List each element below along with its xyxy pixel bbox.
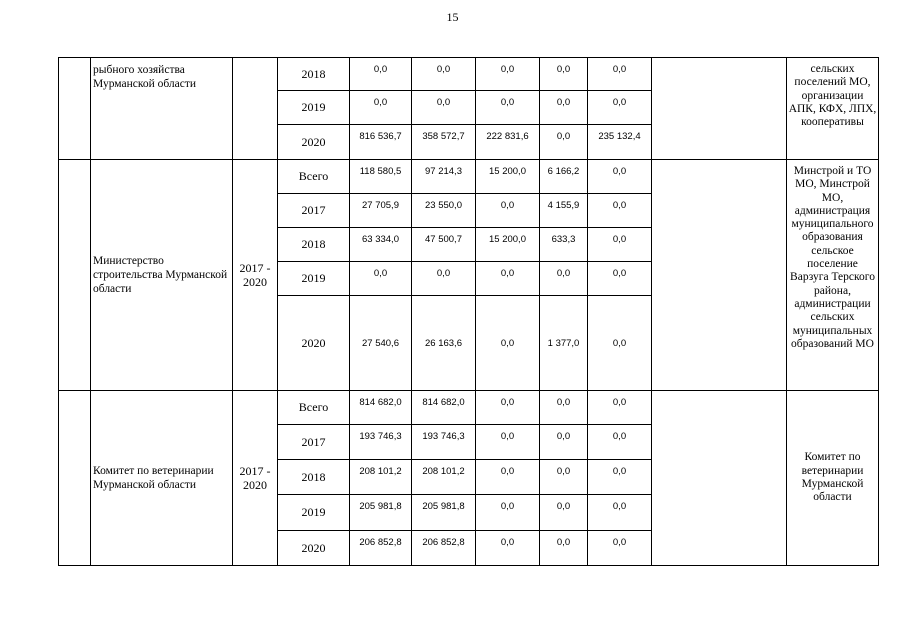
value-cell: 0,0	[540, 391, 588, 425]
year-cell: 2017	[278, 425, 350, 460]
page-number: 15	[446, 10, 459, 24]
value-cell: 0,0	[588, 495, 652, 531]
table-row	[59, 391, 879, 425]
value-cell: 0,0	[476, 495, 540, 531]
value-cell: 0,0	[476, 262, 540, 296]
value-cell: 0,0	[540, 125, 588, 160]
value-cell: 814 682,0	[412, 391, 476, 425]
value-cell: 0,0	[588, 194, 652, 228]
value-cell: 0,0	[350, 262, 412, 296]
row-number-cell	[59, 160, 91, 391]
value-cell: 358 572,7	[412, 125, 476, 160]
value-cell: 222 831,6	[476, 125, 540, 160]
value-cell: 193 746,3	[350, 425, 412, 460]
value-cell: 0,0	[540, 91, 588, 125]
value-cell: 0,0	[540, 425, 588, 460]
year-cell: 2018	[278, 58, 350, 91]
value-cell: 206 852,8	[412, 531, 476, 566]
value-cell: 118 580,5	[350, 160, 412, 194]
blank-cell	[652, 58, 787, 160]
value-cell: 0,0	[540, 531, 588, 566]
executor-cell: сельских поселений МО, организации АПК, КФХ, ЛПХ, кооперативы	[787, 58, 879, 160]
value-cell: 0,0	[476, 391, 540, 425]
year-cell: 2020	[278, 125, 350, 160]
row-number-cell	[59, 58, 91, 160]
value-cell: 0,0	[540, 262, 588, 296]
year-cell: Всего	[278, 160, 350, 194]
value-cell: 0,0	[588, 58, 652, 91]
value-cell: 0,0	[588, 160, 652, 194]
value-cell: 0,0	[588, 391, 652, 425]
value-cell: 206 852,8	[350, 531, 412, 566]
year-cell: 2019	[278, 495, 350, 531]
value-cell: 0,0	[540, 495, 588, 531]
value-cell: 235 132,4	[588, 125, 652, 160]
value-cell: 6 166,2	[540, 160, 588, 194]
year-cell: Всего	[278, 391, 350, 425]
value-cell: 0,0	[476, 91, 540, 125]
year-cell: 2018	[278, 228, 350, 262]
period-cell: 2017 - 2020	[233, 160, 278, 391]
value-cell: 0,0	[476, 194, 540, 228]
value-cell: 0,0	[412, 58, 476, 91]
org-cell: Министерство строительства Мурманской области	[91, 160, 233, 391]
value-cell: 15 200,0	[476, 228, 540, 262]
year-cell: 2019	[278, 262, 350, 296]
value-cell: 0,0	[350, 58, 412, 91]
value-cell: 63 334,0	[350, 228, 412, 262]
value-cell: 816 536,7	[350, 125, 412, 160]
value-cell: 193 746,3	[412, 425, 476, 460]
value-cell: 26 163,6	[412, 296, 476, 391]
value-cell: 0,0	[588, 460, 652, 495]
year-cell: 2020	[278, 296, 350, 391]
year-cell: 2018	[278, 460, 350, 495]
budget-table	[58, 57, 879, 566]
value-cell: 0,0	[476, 58, 540, 91]
value-cell: 208 101,2	[350, 460, 412, 495]
org-cell: рыбного хозяйства Мурманской области	[91, 58, 233, 160]
value-cell: 205 981,8	[412, 495, 476, 531]
blank-cell	[652, 391, 787, 566]
value-cell: 0,0	[588, 425, 652, 460]
blank-cell	[652, 160, 787, 391]
value-cell: 1 377,0	[540, 296, 588, 391]
value-cell: 0,0	[412, 91, 476, 125]
value-cell: 0,0	[588, 531, 652, 566]
value-cell: 27 705,9	[350, 194, 412, 228]
value-cell: 15 200,0	[476, 160, 540, 194]
value-cell: 0,0	[476, 460, 540, 495]
value-cell: 0,0	[540, 460, 588, 495]
value-cell: 0,0	[588, 228, 652, 262]
value-cell: 0,0	[588, 262, 652, 296]
period-cell	[233, 58, 278, 160]
period-cell: 2017 - 2020	[233, 391, 278, 566]
value-cell: 0,0	[350, 91, 412, 125]
value-cell: 633,3	[540, 228, 588, 262]
value-cell: 205 981,8	[350, 495, 412, 531]
value-cell: 0,0	[588, 91, 652, 125]
value-cell: 47 500,7	[412, 228, 476, 262]
value-cell: 4 155,9	[540, 194, 588, 228]
value-cell: 0,0	[476, 531, 540, 566]
executor-cell: Минстрой и ТО МО, Минстрой МО, администрация муниципального образования сельское поселение Варзуга Терского района, администрации сельских муниципальных образований МО	[787, 160, 879, 391]
year-cell: 2017	[278, 194, 350, 228]
value-cell: 0,0	[476, 296, 540, 391]
value-cell: 23 550,0	[412, 194, 476, 228]
value-cell: 814 682,0	[350, 391, 412, 425]
value-cell: 0,0	[412, 262, 476, 296]
value-cell: 208 101,2	[412, 460, 476, 495]
row-number-cell	[59, 391, 91, 566]
table-row	[59, 58, 879, 91]
table-row	[59, 160, 879, 194]
org-cell: Комитет по ветеринарии Мурманской области	[91, 391, 233, 566]
value-cell: 0,0	[540, 58, 588, 91]
year-cell: 2020	[278, 531, 350, 566]
year-cell: 2019	[278, 91, 350, 125]
executor-cell: Комитет по ветеринарии Мурманской области	[787, 391, 879, 566]
value-cell: 27 540,6	[350, 296, 412, 391]
value-cell: 97 214,3	[412, 160, 476, 194]
value-cell: 0,0	[588, 296, 652, 391]
value-cell: 0,0	[476, 425, 540, 460]
